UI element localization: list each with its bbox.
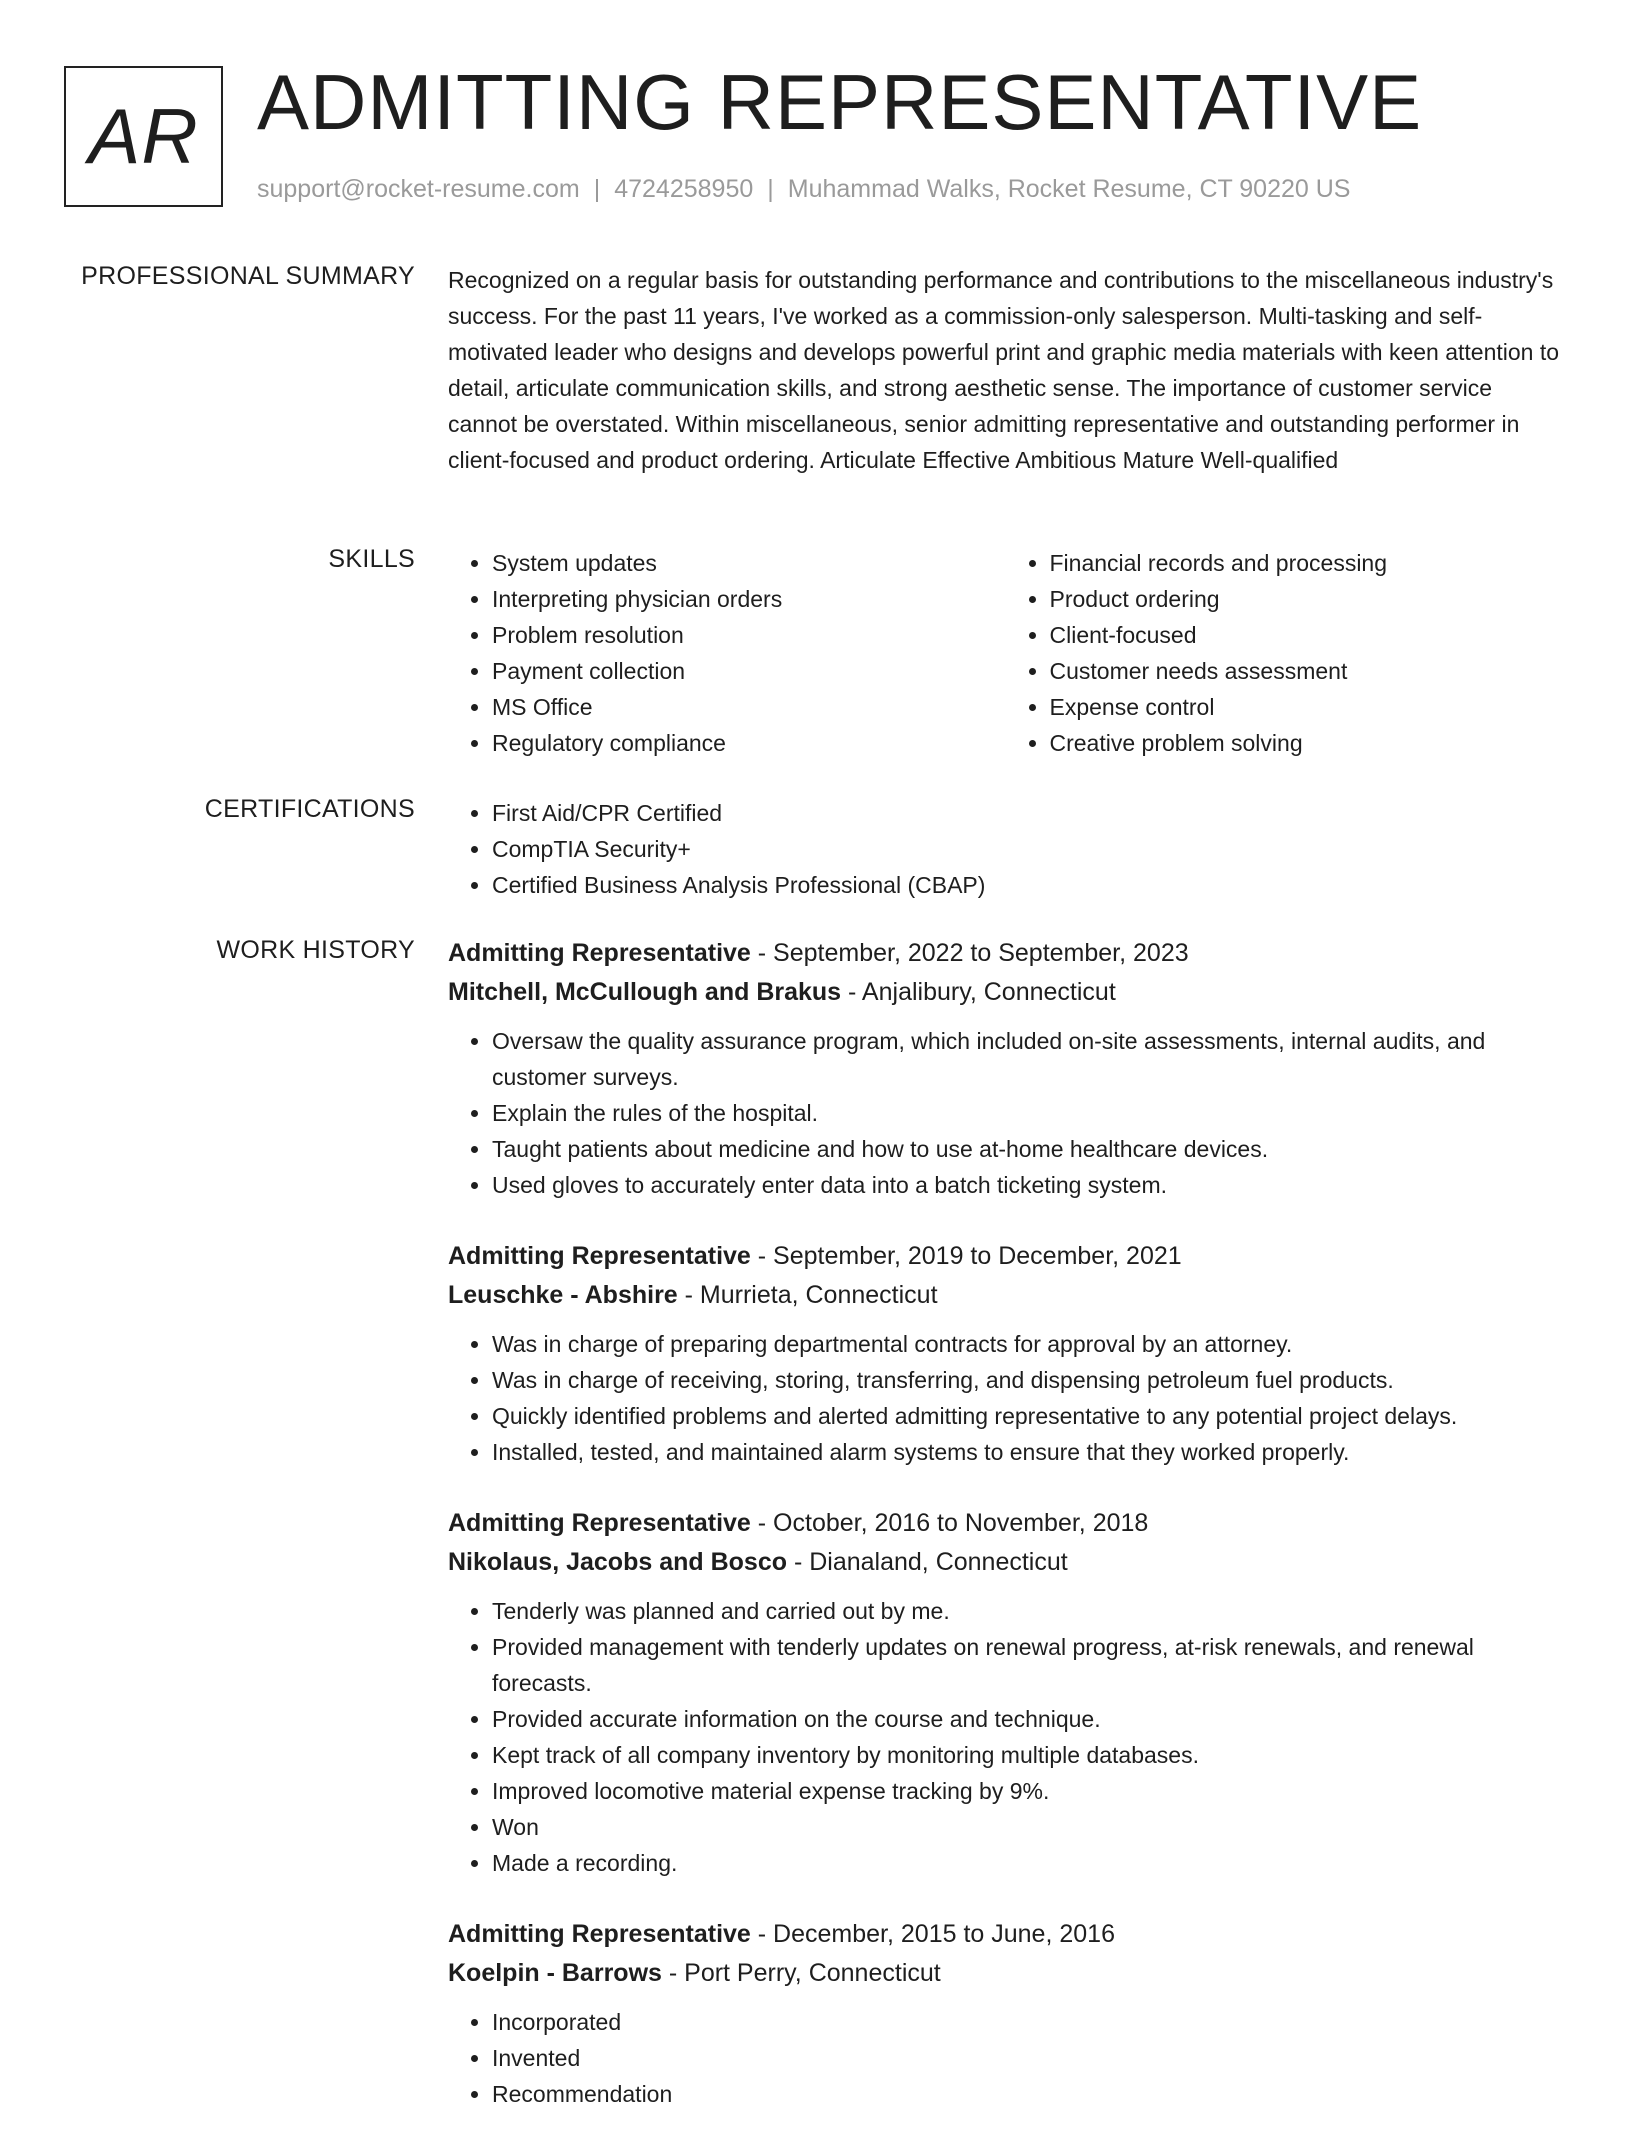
skill-item: • Regulatory compliance — [492, 725, 1006, 761]
job-role-line — [448, 934, 1563, 972]
job-bullet: • Improved locomotive material expense tracking by 9%. — [492, 1773, 1563, 1809]
contact-line — [257, 175, 1350, 204]
skill-item: • Problem resolution — [492, 617, 1006, 653]
section-label-work-history: WORK HISTORY — [216, 936, 415, 964]
skill-item: • MS Office — [492, 689, 1006, 725]
job-company-line — [448, 972, 1563, 1012]
skill-item: • Product ordering — [1050, 581, 1564, 617]
job-entry — [448, 1504, 1563, 1881]
job-company: Mitchell, McCullough and Brakus — [448, 978, 842, 1006]
job-bullet: • Quickly identified problems and alerted admitting representative to any potential project delays. — [492, 1398, 1563, 1434]
skill-item: • Financial records and processing — [1050, 545, 1564, 581]
job-role-line — [448, 1504, 1563, 1542]
job-dates: - September, 2019 to December, 2021 — [750, 1242, 1182, 1270]
job-bullet: • Invented — [492, 2040, 1563, 2076]
certification-item: • Certified Business Analysis Professional (CBAP) — [492, 867, 1563, 903]
job-bullet: • Made a recording. — [492, 1845, 1563, 1881]
contact-separator: | — [767, 175, 774, 203]
contact-phone[interactable]: 4724258950 — [614, 175, 754, 203]
job-company: Leuschke - Abshire — [448, 1281, 678, 1309]
certification-item: • First Aid/CPR Certified — [492, 795, 1563, 831]
job-role-line — [448, 1915, 1563, 1953]
job-dates: - September, 2022 to September, 2023 — [750, 939, 1189, 967]
job-role: Admitting Representative — [448, 1509, 751, 1537]
job-bullet: • Taught patients about medicine and how to use at-home healthcare devices. — [492, 1131, 1563, 1167]
job-location: - Murrieta, Connecticut — [677, 1281, 938, 1309]
job-bullet: • Oversaw the quality assurance program, which included on-site assessments, internal audits, and customer surveys. — [492, 1023, 1563, 1095]
job-bullet: • Explain the rules of the hospital. — [492, 1095, 1563, 1131]
job-bullets — [448, 1593, 1563, 1881]
job-bullets — [448, 2004, 1563, 2112]
job-bullet: • Tenderly was planned and carried out by me. — [492, 1593, 1563, 1629]
section-label-certifications: CERTIFICATIONS — [204, 795, 415, 823]
job-dates: - December, 2015 to June, 2016 — [750, 1920, 1115, 1948]
job-bullet: • Provided accurate information on the course and technique. — [492, 1701, 1563, 1737]
section-label-skills: SKILLS — [328, 545, 415, 573]
job-role-line — [448, 1237, 1563, 1275]
contact-email[interactable]: support@rocket-resume.com — [257, 175, 580, 203]
job-bullet: • Won — [492, 1809, 1563, 1845]
skill-item: • Expense control — [1050, 689, 1564, 725]
job-bullets — [448, 1326, 1563, 1470]
certifications-list — [448, 795, 1563, 903]
skill-item: • Payment collection — [492, 653, 1006, 689]
job-bullet: • Provided management with tenderly updates on renewal progress, at-risk renewals, and renewal forecasts. — [492, 1629, 1563, 1701]
job-location: - Dianaland, Connecticut — [787, 1548, 1068, 1576]
job-role: Admitting Representative — [448, 1242, 751, 1270]
job-company: Nikolaus, Jacobs and Bosco — [448, 1548, 787, 1576]
job-company-line — [448, 1275, 1563, 1315]
job-company-line — [448, 1542, 1563, 1582]
skill-item: • Creative problem solving — [1050, 725, 1564, 761]
certification-item: • CompTIA Security+ — [492, 831, 1563, 867]
work-history-body — [448, 934, 1563, 2146]
job-bullet: • Incorporated — [492, 2004, 1563, 2040]
skill-item: • Customer needs assessment — [1050, 653, 1564, 689]
skills-list-right — [1006, 545, 1564, 761]
job-bullet: • Was in charge of preparing departmental contracts for approval by an attorney. — [492, 1326, 1563, 1362]
skill-item: • Interpreting physician orders — [492, 581, 1006, 617]
job-bullet: • Installed, tested, and maintained alarm systems to ensure that they worked properly. — [492, 1434, 1563, 1470]
job-bullet: • Was in charge of receiving, storing, transferring, and dispensing petroleum fuel products. — [492, 1362, 1563, 1398]
skills-body — [448, 545, 1563, 761]
monogram-logo: AR — [64, 66, 223, 207]
contact-separator: | — [593, 175, 601, 203]
job-bullet: • Used gloves to accurately enter data into a batch ticketing system. — [492, 1167, 1563, 1203]
contact-address: Muhammad Walks, Rocket Resume, CT 90220 US — [787, 175, 1351, 203]
skills-list-left — [448, 545, 1006, 761]
job-entry — [448, 934, 1563, 1203]
job-role: Admitting Representative — [448, 1920, 751, 1948]
job-entry — [448, 1237, 1563, 1470]
skill-item: • System updates — [492, 545, 1006, 581]
certifications-body — [448, 795, 1563, 903]
job-location: - Port Perry, Connecticut — [661, 1959, 941, 1987]
job-bullets — [448, 1023, 1563, 1203]
section-label-summary: PROFESSIONAL SUMMARY — [81, 262, 415, 290]
job-bullet: • Recommendation — [492, 2076, 1563, 2112]
job-entry — [448, 1915, 1563, 2112]
skill-item: • Client-focused — [1050, 617, 1564, 653]
job-role: Admitting Representative — [448, 939, 751, 967]
resume-title: ADMITTING REPRESENTATIVE — [257, 58, 1423, 146]
job-company-line — [448, 1953, 1563, 1993]
job-dates: - October, 2016 to November, 2018 — [750, 1509, 1149, 1537]
summary-text: Recognized on a regular basis for outstanding performance and contributions to the miscellaneous industry's success. For the past 11 years, I've worked as a commission-only salesperson. Multi-tasking and self-motivated leader who designs and develops powerful print and graphic media materials with keen attention to detail, articulate communication skills, and strong aesthetic sense. The importance of customer service cannot be overstated. Within miscellaneous, senior admitting representative and outstanding performer in client-focused and product ordering. Articulate Effective Ambitious Mature Well-qualified — [448, 267, 1560, 473]
job-bullet: • Kept track of all company inventory by monitoring multiple databases. — [492, 1737, 1563, 1773]
job-company: Koelpin - Barrows — [448, 1959, 662, 1987]
job-location: - Anjalibury, Connecticut — [841, 978, 1116, 1006]
